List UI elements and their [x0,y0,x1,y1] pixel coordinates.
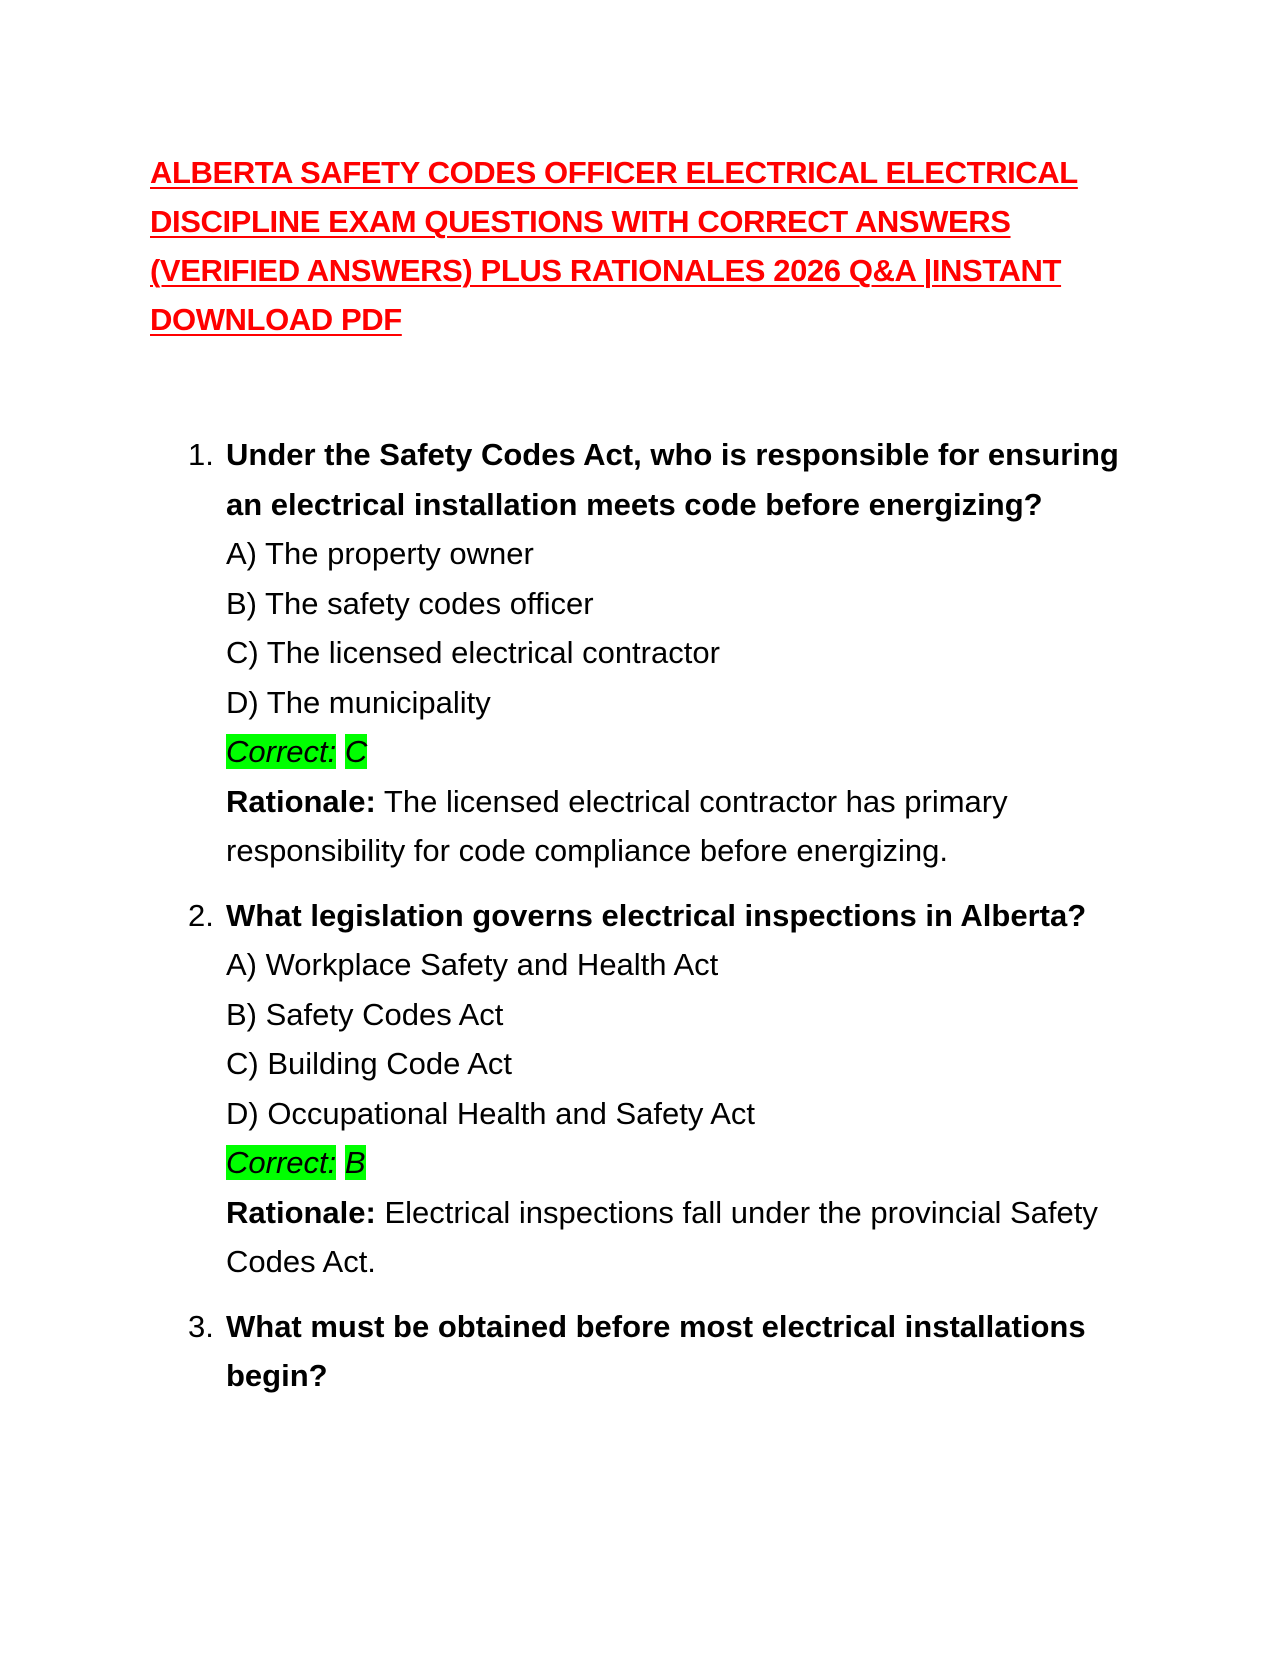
rationale-label: Rationale: [226,783,376,819]
correct-answer: C [344,734,368,769]
answer-option-c: C) Building Code Act [226,1046,513,1081]
answer-option-b: B) Safety Codes Act [226,996,504,1032]
question-number: 1. [188,437,214,472]
correct-answer: B [344,1145,366,1180]
question-text: What legislation governs electrical inspections in Alberta? [226,897,1087,933]
rationale-label: Rationale: [226,1194,376,1230]
document-title: ALBERTA SAFETY CODES OFFICER ELECTRICAL ELECTRICAL DISCIPLINE EXAM QUESTIONS WITH CORRECT ANSWERS (VERIFIED ANSWERS) PLUS RATIONALES 2026 Q&A |INSTANT DOWNLOAD PDF [150,155,1078,337]
question-text: What must be obtained before most electrical installations begin? [226,1308,1086,1393]
question-text: Under the Safety Codes Act, who is responsible for ensuring an electrical installation meets code before energizing? [226,437,1119,522]
question-number: 3. [188,1308,214,1344]
question-list [0,430,1280,1401]
question-item [0,430,1126,876]
rationale [226,1188,1126,1287]
question-item [0,891,1126,1287]
rationale-text: The licensed electrical contractor has primary responsibility for code compliance before energizing. [226,783,1008,868]
correct-label: Correct: [226,1145,337,1180]
question-item [0,1302,1126,1401]
correct-answer-line [226,727,1126,777]
answer-option-a: A) Workplace Safety and Health Act [226,947,719,982]
question-number: 2. [188,897,214,933]
answer-option-d: D) Occupational Health and Safety Act [226,1095,756,1131]
correct-label: Correct: [226,734,337,769]
answer-option-c: C) The licensed electrical contractor [226,635,720,670]
rationale-text: Electrical inspections fall under the provincial Safety Codes Act. [226,1194,1098,1279]
rationale [226,777,1126,876]
answer-option-a: A) The property owner [226,536,534,571]
answer-option-d: D) The municipality [226,684,491,720]
answer-option-b: B) The safety codes officer [226,585,594,621]
correct-answer-line [226,1138,1126,1188]
